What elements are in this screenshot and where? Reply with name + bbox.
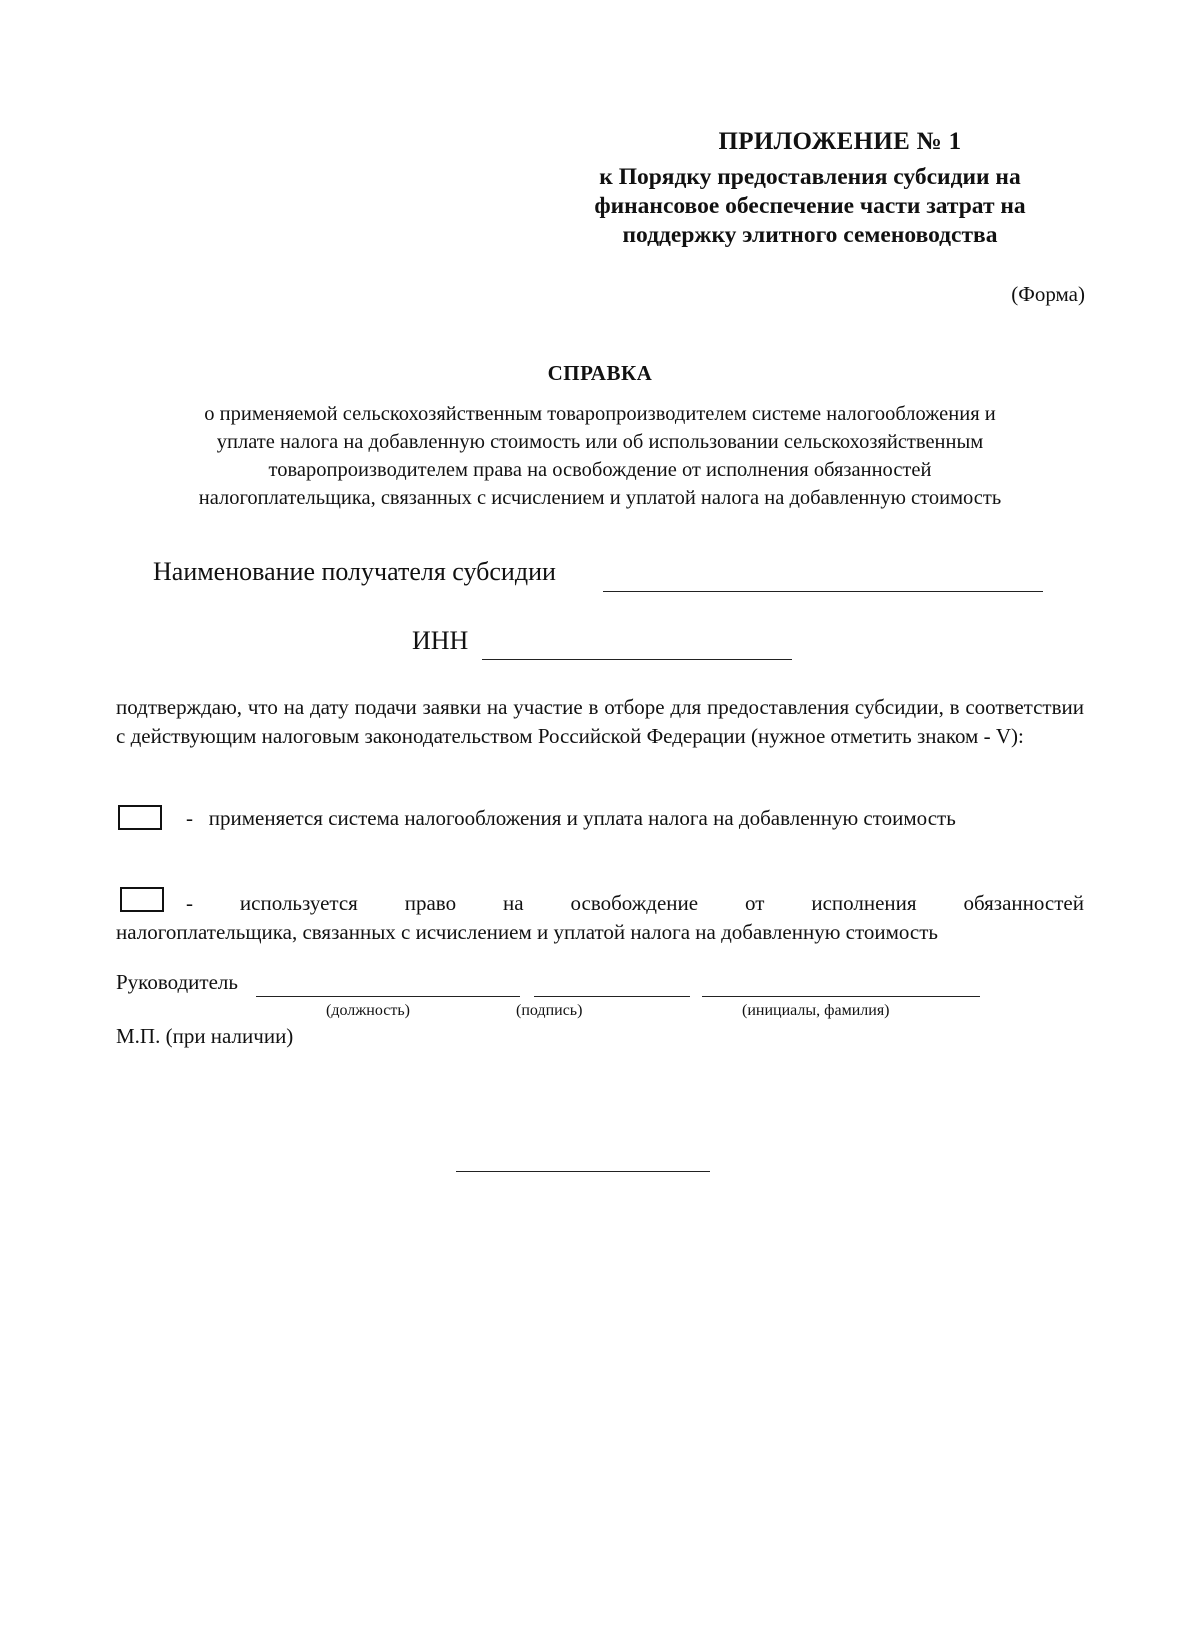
- option-dash: -: [186, 891, 193, 915]
- certificate-title: СПРАВКА: [547, 361, 653, 385]
- option-dash: -: [186, 806, 193, 830]
- appendix-subtitle-line: к Порядку предоставления субсидии на: [599, 164, 1021, 190]
- option-word: обязанностей: [963, 891, 1084, 915]
- option-vat-exemption-second-line: налогоплательщика, связанных с исчислением и уплатой налога на добавленную стоимость: [116, 920, 938, 944]
- position-field[interactable]: [256, 996, 520, 997]
- appendix-subtitle-line: поддержку элитного семеноводства: [622, 222, 998, 248]
- form-label: (Форма): [1011, 282, 1085, 306]
- head-label: Руководитель: [116, 970, 238, 994]
- appendix-subtitle: [540, 163, 1080, 250]
- position-caption: (должность): [326, 1002, 410, 1019]
- closing-divider: [456, 1171, 710, 1172]
- appendix-title: ПРИЛОЖЕНИЕ № 1: [718, 128, 962, 155]
- option-vat-payer-label: применяется система налогообложения и уплата налога на добавленную стоимость: [208, 806, 956, 830]
- certificate-subtitle-line: о применяемой сельскохозяйственным товаропроизводителем системе налогообложения и: [204, 403, 996, 425]
- full-name-caption: (инициалы, фамилия): [742, 1002, 890, 1019]
- option-vat-exemption-text: [116, 889, 1084, 947]
- option-word: право: [404, 891, 457, 915]
- recipient-label: Наименование получателя субсидии: [153, 557, 556, 586]
- certificate-subtitle-line: налогоплательщика, связанных с исчислением и уплатой налога на добавленную стоимость: [198, 487, 1002, 509]
- option-word: на: [503, 891, 524, 915]
- appendix-subtitle-line: финансовое обеспечение части затрат на: [594, 193, 1026, 219]
- recipient-name-field[interactable]: [603, 591, 1043, 592]
- option-word: от: [745, 891, 765, 915]
- option-word: используется: [239, 891, 358, 915]
- inn-field[interactable]: [482, 659, 792, 660]
- option-vat-exemption-first-line: [116, 889, 1084, 918]
- certificate-subtitle: [90, 400, 1110, 512]
- option-vat-payer-text: [186, 806, 956, 831]
- certificate-subtitle-line: товаропроизводителем права на освобождение от исполнения обязанностей: [268, 459, 932, 481]
- signature-caption: (подпись): [516, 1002, 583, 1019]
- option-word: исполнения: [811, 891, 917, 915]
- signature-field[interactable]: [534, 996, 690, 997]
- confirmation-text: подтверждаю, что на дату подачи заявки на участие в отборе для предоставления субсидии, в соответствии с действующим налоговым законодательством Российской Федерации (нужное отметить знаком - V):: [116, 695, 1084, 748]
- option-vat-payer-checkbox[interactable]: [118, 805, 162, 830]
- full-name-field[interactable]: [702, 996, 980, 997]
- option-word: освобождение: [570, 891, 699, 915]
- inn-label: ИНН: [412, 626, 469, 655]
- certificate-subtitle-line: уплате налога на добавленную стоимость или об использовании сельскохозяйственным: [216, 431, 984, 453]
- stamp-label: М.П. (при наличии): [116, 1024, 294, 1048]
